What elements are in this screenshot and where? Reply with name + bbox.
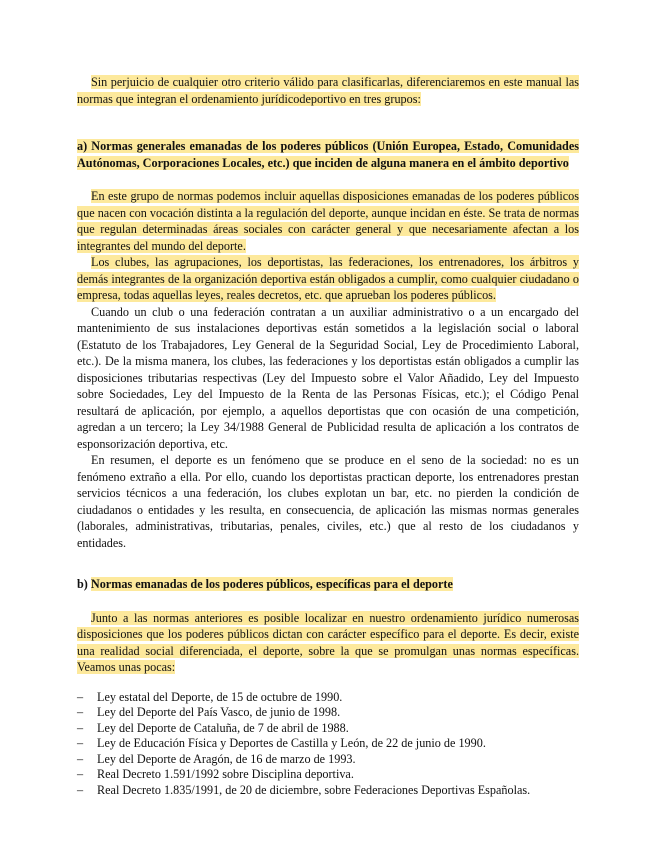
dash-bullet: –	[77, 783, 84, 798]
section-a-paragraph	[77, 254, 579, 304]
list-item-text: Real Decreto 1.835/1991, de 20 de diciembre, sobre Federaciones Deportivas Españolas.	[97, 783, 531, 798]
section-a-heading-text: a) Normas generales emanadas de los poderes públicos (Unión Europea, Estado, Comunidades Autónomas, Corporaciones Locales, etc.) que inciden de alguna manera en el ámbito deportivo	[77, 139, 579, 170]
intro-paragraph	[77, 74, 579, 107]
dash-bullet: –	[77, 751, 84, 766]
list-item	[77, 736, 579, 752]
section-a-paragraph: Cuando un club o una federación contratan a un auxiliar administrativo o a un encargado del mantenimiento de sus instalaciones deportivas están sometidos a la legislación social o laboral (Estatuto de los Trabajadores, Ley General de la Seguridad Social, Ley de Procedimiento Laboral, etc.). De la misma manera, los clubes, las federaciones y los deportistas están obligados a cumplir las disposiciones tributarias respectivas (Ley del Impuesto sobre el Valor Añadido, Ley del Impuesto sobre Sociedades, Ley del Impuesto de la Renta de las Personas Físicas, etc.); el Código Penal resultará de aplicación, por ejemplo, a aquellos deportistas que con ocasión de una competición, agredan a un tercero; la Ley 34/1988 General de Publicidad resulta de aplicación a los contratos de esponsorización deportiva, etc.	[77, 304, 579, 451]
section-a-paragraph-text: En este grupo de normas podemos incluir aquellas disposiciones emanadas de los poderes públicos que nacen con vocación distinta a la regulación del deporte, aunque incidan en éste. Se trata de normas que regulan determinadas áreas sociales con carácter general y que necesariamente afectan a los integrantes del mundo del deporte.	[77, 189, 579, 253]
dash-bullet: –	[77, 705, 84, 720]
section-a-paragraph-text: Los clubes, las agrupaciones, los deportistas, las federaciones, los entrenadores, los árbitros y demás integrantes de la organización deportiva están obligados a cumplir, como cualquier ciudadano o empresa, todas aquellas leyes, reales decretos, etc. que aprueban los poderes públicos.	[77, 255, 579, 302]
dash-bullet: –	[77, 767, 84, 782]
section-a-paragraph	[77, 188, 579, 254]
section-b-heading	[77, 576, 579, 593]
list-item-text: Ley estatal del Deporte, de 15 de octubre de 1990.	[97, 689, 343, 704]
list-item-text: Ley del Deporte de Aragón, de 16 de marzo de 1993.	[97, 751, 356, 766]
list-item	[77, 705, 579, 721]
section-a-heading	[77, 138, 579, 171]
list-item	[77, 752, 579, 768]
section-b-paragraph-text: Junto a las normas anteriores es posible localizar en nuestro ordenamiento jurídico numerosas disposiciones que los poderes públicos dictan con carácter específico para el deporte. Es decir, existe una realidad social diferenciada, el deporte, sobre la que se promulgan unas normas específicas. Veamos unas pocas:	[77, 610, 579, 674]
laws-list	[77, 690, 579, 799]
section-b-paragraph	[77, 610, 579, 676]
list-item-text: Ley del Deporte de Cataluña, de 7 de abril de 1988.	[97, 720, 349, 735]
list-item	[77, 783, 579, 799]
intro-text: Sin perjuicio de cualquier otro criterio válido para clasificarlas, diferenciaremos en este manual las normas que integran el ordenamiento jurídicodeportivo en tres grupos:	[77, 75, 579, 106]
list-item	[77, 721, 579, 737]
dash-bullet: –	[77, 689, 84, 704]
list-item-text: Real Decreto 1.591/1992 sobre Disciplina deportiva.	[97, 767, 354, 782]
list-item	[77, 690, 579, 706]
section-b-heading-text: Normas emanadas de los poderes públicos, específicas para el deporte	[90, 577, 453, 591]
section-b-prefix: b)	[77, 577, 88, 591]
list-item-text: Ley del Deporte del País Vasco, de junio de 1998.	[97, 705, 341, 720]
section-a-paragraph: En resumen, el deporte es un fenómeno que se produce en el seno de la sociedad: no es un fenómeno extraño a ella. Por ello, cuando los deportistas practican deporte, los entrenadores prestan servicios técnicos a una federación, los clubes explotan un bar, etc. no pierden la condición de ciudadanos o entidades y les resulta, en consecuencia, de aplicación las mismas normas generales (laborales, administrativas, tributarias, penales, civiles, etc.) que al resto de los ciudadanos y entidades.	[77, 453, 579, 550]
list-item	[77, 767, 579, 783]
dash-bullet: –	[77, 736, 84, 751]
list-item-text: Ley de Educación Física y Deportes de Castilla y León, de 22 de junio de 1990.	[97, 736, 486, 751]
dash-bullet: –	[77, 720, 84, 735]
document-body	[77, 74, 579, 799]
